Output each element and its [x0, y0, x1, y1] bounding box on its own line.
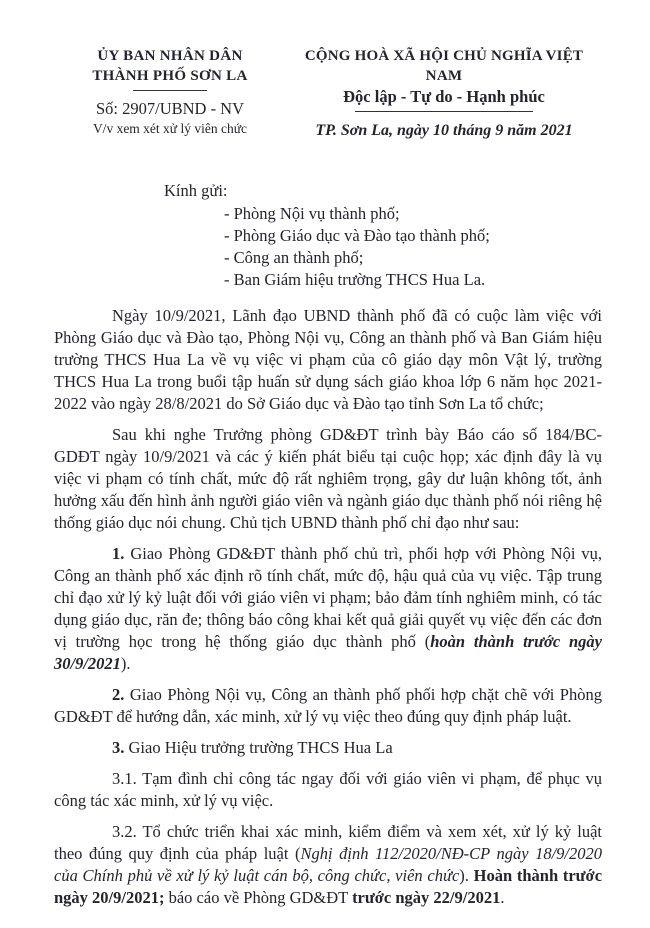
salutation: Kính gửi:	[164, 181, 228, 200]
issuer-name-line1: ỦY BAN NHÂN DÂN	[97, 48, 243, 64]
paragraph-text: .	[500, 888, 505, 907]
recipient-item: - Công an thành phố;	[224, 248, 364, 267]
recipient-item: - Phòng Nội vụ thành phố;	[224, 204, 400, 223]
paragraph-text: Giao Hiệu trưởng trường THCS Hua La	[124, 738, 393, 757]
document-number: Số: 2907/UBND - NV	[95, 99, 245, 118]
document-subject: V/v xem xét xử lý viên chức	[92, 121, 248, 136]
recipient-item: - Phòng Giáo dục và Đào tạo thành phố;	[224, 226, 490, 245]
decree-reference: Nghị định 112/2020/NĐ-CP ngày 18/9/2020 của Chính phủ về xử lý kỷ luật cán bộ, công chức, viên chức	[54, 844, 603, 885]
paragraph-text: Ngày 10/9/2021, Lãnh đạo UBND thành phố đã có cuộc làm việc với Phòng Giáo dục và Đào tạo, Phòng Nội vụ, Công an thành phố và Ban Giám hiệu trường THCS Hua La về vụ việc vi phạm của cô giáo dạy môn Vật lý, trường THCS Hua La trong buổi tập huấn sử dụng sách giáo khoa lớp 6 năm học 2021-2022 vào ngày 28/8/2021 do Sở Giáo dục và Đào tạo tỉnh Sơn La tổ chức;	[54, 306, 602, 413]
paragraph-intro	[54, 305, 602, 415]
recipient-list	[224, 203, 602, 291]
national-motto: Độc lập - Tự do - Hạnh phúc	[343, 87, 545, 106]
deadline-emphasis: trước ngày 22/9/2021	[352, 888, 501, 907]
deadline-emphasis: Hoàn thành trước ngày 20/9/2021;	[54, 866, 603, 907]
paragraph-directive-1	[54, 543, 602, 675]
item-number: 2.	[112, 685, 125, 704]
document-body	[54, 305, 602, 909]
paragraph-directive-3-1	[54, 768, 602, 812]
paragraph-text: 3.1. Tạm đình chỉ công tác ngay đối với giáo viên vi phạm, để phục vụ công tác xác minh, xử lý vụ việc.	[54, 769, 602, 810]
paragraph-directive-3	[54, 737, 602, 759]
paragraph-text: ).	[120, 654, 131, 673]
paragraph-assessment	[54, 424, 602, 534]
issuer-underline	[133, 90, 207, 91]
document-header	[54, 46, 602, 142]
deadline-emphasis: hoàn thành trước ngày 30/9/2021	[54, 632, 602, 673]
paragraph-text: Giao Phòng GD&ĐT thành phố chủ trì, phối hợp với Phòng Nội vụ, Công an thành phố xác định rõ tính chất, mức độ, hậu quả của vụ việc. Tập trung chỉ đạo xử lý kỷ luật đối với giáo viên vi phạm; bảo đảm tính nghiêm minh, có tác dụng giáo dục, răn đe; thông báo công khai kết quả giải quyết vụ việc đến các đơn vị trường học trong hệ thống giáo dục thành phố (	[54, 544, 602, 651]
issuer-name-line2: THÀNH PHỐ SƠN LA	[92, 68, 248, 84]
paragraph-directive-3-2	[54, 821, 602, 909]
paragraph-text: báo cáo về Phòng GD&ĐT	[164, 888, 353, 907]
paragraph-text: 3.2. Tổ chức triển khai xác minh, kiểm điểm và xem xét, xử lý kỷ luật theo đúng quy định của pháp luật (	[54, 822, 602, 863]
issuer-block	[54, 46, 286, 138]
paragraph-directive-2	[54, 684, 602, 728]
paragraph-text: Sau khi nghe Trưởng phòng GD&ĐT trình bày Báo cáo số 184/BC-GDĐT ngày 10/9/2021 và các ý kiến phát biểu tại cuộc họp; xác định đây là vụ việc vi phạm có tính chất, mức độ rất nghiêm trọng, gây dư luận không tốt, ảnh hưởng xấu đến hình ảnh người giáo viên và ngành giáo dục thành phố nói riêng hệ thống giáo dục nói chung. Chủ tịch UBND thành phố chỉ đạo như sau:	[54, 425, 602, 532]
item-number: 1.	[112, 544, 125, 563]
recipients-section	[54, 180, 602, 291]
national-title: CỘNG HOÀ XÃ HỘI CHỦ NGHĨA VIỆT NAM	[304, 48, 584, 84]
paragraph-text: Giao Phòng Nội vụ, Công an thành phố phối hợp chặt chẽ với Phòng GD&ĐT để hướng dẫn, xác minh, xử lý vụ việc theo đúng quy định pháp luật.	[54, 685, 602, 726]
national-heading-block	[286, 46, 602, 142]
recipient-item: - Ban Giám hiệu trường THCS Hua La.	[224, 270, 486, 289]
paragraph-text: ).	[459, 866, 474, 885]
place-and-date: TP. Sơn La, ngày 10 tháng 9 năm 2021	[315, 122, 573, 139]
motto-underline	[355, 111, 533, 112]
item-number: 3.	[112, 738, 125, 757]
